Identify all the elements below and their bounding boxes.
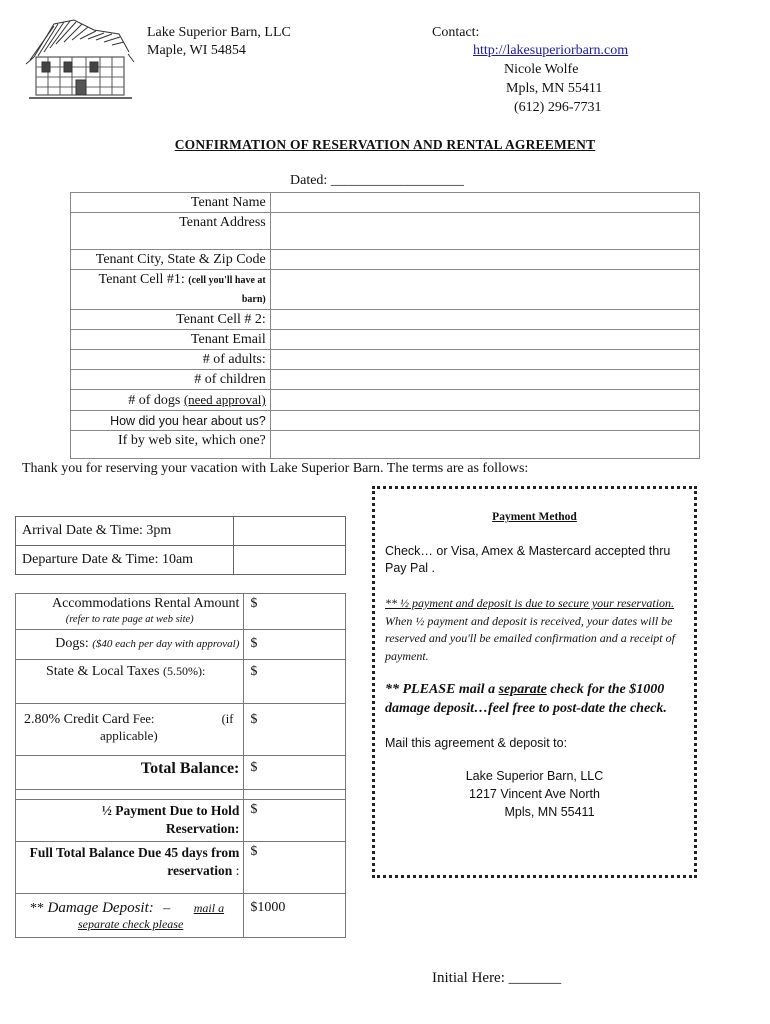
dates-table [15,516,346,575]
hear-field[interactable] [270,411,699,431]
hear-label: How did you hear about us? [71,411,271,431]
tenant-city-label: Tenant City, State & Zip Code [71,250,271,270]
damage-separate: separate check please [78,917,184,931]
damage-note-separate: separate [498,682,547,697]
adults-field[interactable] [270,350,699,370]
total-amount[interactable]: $ [244,756,346,790]
tenant-name-label: Tenant Name [71,193,271,213]
credit-if: (if [221,712,234,726]
total-text: Total Balance: [140,760,240,777]
damage-note-part1: ** PLEASE mail a [385,682,499,697]
website-field[interactable] [270,431,699,459]
tenant-cell1-text: Tenant Cell #1: [98,272,185,287]
arrival-field[interactable] [234,517,346,546]
tenant-cell1-label [71,270,271,310]
full-balance-text: Full Total Balance Due 45 days from reservation [29,845,240,878]
spacer-cell-right [244,790,346,800]
damage-text: Damage Deposit: [47,900,154,916]
credit-fee: Fee: [132,712,155,726]
taxes-text: State & Local Taxes [46,664,160,679]
payment-methods: Check… or Visa, Amex & Mastercard accepted thru Pay Pal . [385,544,671,575]
children-field[interactable] [270,370,699,390]
departure-field[interactable] [234,546,346,575]
accommodations-text: Accommodations Rental Amount [51,596,240,611]
damage-mail: mail a [193,901,225,915]
contact-name: Nicole Wolfe [504,62,579,77]
contact-phone: (612) 296-7731 [514,100,602,115]
taxes-amount[interactable]: $ [244,660,346,704]
dogs-field[interactable] [270,390,699,411]
damage-label [16,894,244,938]
tenant-name-field[interactable] [270,193,699,213]
accommodations-label [16,594,244,630]
total-label [16,756,244,790]
credit-amount[interactable]: $ [244,704,346,756]
accommodations-note: (refer to rate page at web site) [65,614,194,625]
dated-field[interactable]: Dated: ___________________ [290,173,464,188]
accommodations-amount[interactable]: $ [244,594,346,630]
damage-dash: – [163,901,171,916]
damage-amount: $1000 [244,894,346,938]
barn-logo [24,12,136,102]
mailing-address [375,767,694,821]
mail-addr-line2: 1217 Vincent Ave North [469,787,600,801]
half-payment-amount[interactable]: $ [244,800,346,842]
tenant-email-field[interactable] [270,330,699,350]
dogs-label [71,390,271,411]
damage-deposit-note [385,680,691,718]
tenant-cell1-note2: barn) [241,294,266,305]
tenant-table [70,192,700,459]
dogs-charge-note: ($40 each per day with approval) [92,638,240,650]
charges-table [15,593,346,938]
tenant-cell1-field[interactable] [270,270,699,310]
intro-text: Thank you for reserving your vacation with Lake Superior Barn. The terms are as follows: [22,461,529,476]
contact-city: Mpls, MN 55411 [506,81,603,96]
mail-to-text: Mail this agreement & deposit to: [385,736,568,750]
initial-field[interactable]: Initial Here: _______ [432,970,562,986]
dogs-charge-amount[interactable]: $ [244,630,346,660]
damage-note-part2: check for the $1000 damage deposit…feel free to post-date the check. [385,682,667,716]
dogs-label-text: # of dogs [128,393,181,408]
half-payment-note [385,595,685,665]
credit-text: 2.80% Credit Card [24,712,130,727]
spacer-cell [16,790,244,800]
credit-applicable: applicable) [100,728,158,743]
payment-heading: Payment Method [492,511,577,523]
company-city: Maple, WI 54854 [147,43,246,58]
arrival-label: Arrival Date & Time: 3pm [16,517,234,546]
full-balance-label [16,842,244,894]
tenant-city-field[interactable] [270,250,699,270]
mail-addr-line3: Mpls, MN 55411 [504,805,595,819]
half-payment-note-rest: When ½ payment and deposit is received, your dates will be reserved and you'll be emailed confirmation and a receipt of payment. [385,613,675,663]
page-title: CONFIRMATION OF RESERVATION AND RENTAL AGREEMENT [174,137,596,152]
credit-label [16,704,244,756]
mail-addr-line1: Lake Superior Barn, LLC [465,769,604,783]
tenant-email-label: Tenant Email [71,330,271,350]
adults-label: # of adults: [71,350,271,370]
website-label: If by web site, which one? [71,431,271,459]
tenant-cell2-field[interactable] [270,310,699,330]
damage-prefix: ** [30,901,48,916]
company-name: Lake Superior Barn, LLC [147,25,291,40]
dogs-charge-text: Dogs: [55,636,89,651]
tenant-cell1-note: (cell you'll have at [188,275,266,286]
tenant-cell2-label: Tenant Cell # 2: [71,310,271,330]
tenant-address-label: Tenant Address [71,213,271,250]
half-payment-note-prefix: ** ½ payment and deposit is due to secure your reservation. [385,596,675,610]
dogs-approval-note: (need approval) [183,392,266,407]
full-balance-colon: : [235,863,240,878]
taxes-label [16,660,244,704]
tenant-address-field[interactable] [270,213,699,250]
full-balance-amount[interactable]: $ [244,842,346,894]
dogs-charge-label [16,630,244,660]
contact-url-link[interactable]: http://lakesuperiorbarn.com [473,43,629,58]
departure-label: Departure Date & Time: 10am [16,546,234,575]
half-payment-label: ½ Payment Due to Hold Reservation: [16,800,244,842]
contact-label: Contact: [432,25,480,40]
taxes-rate: (5.50%): [162,664,206,678]
children-label: # of children [71,370,271,390]
company-block [147,24,291,60]
payment-box [372,486,697,878]
